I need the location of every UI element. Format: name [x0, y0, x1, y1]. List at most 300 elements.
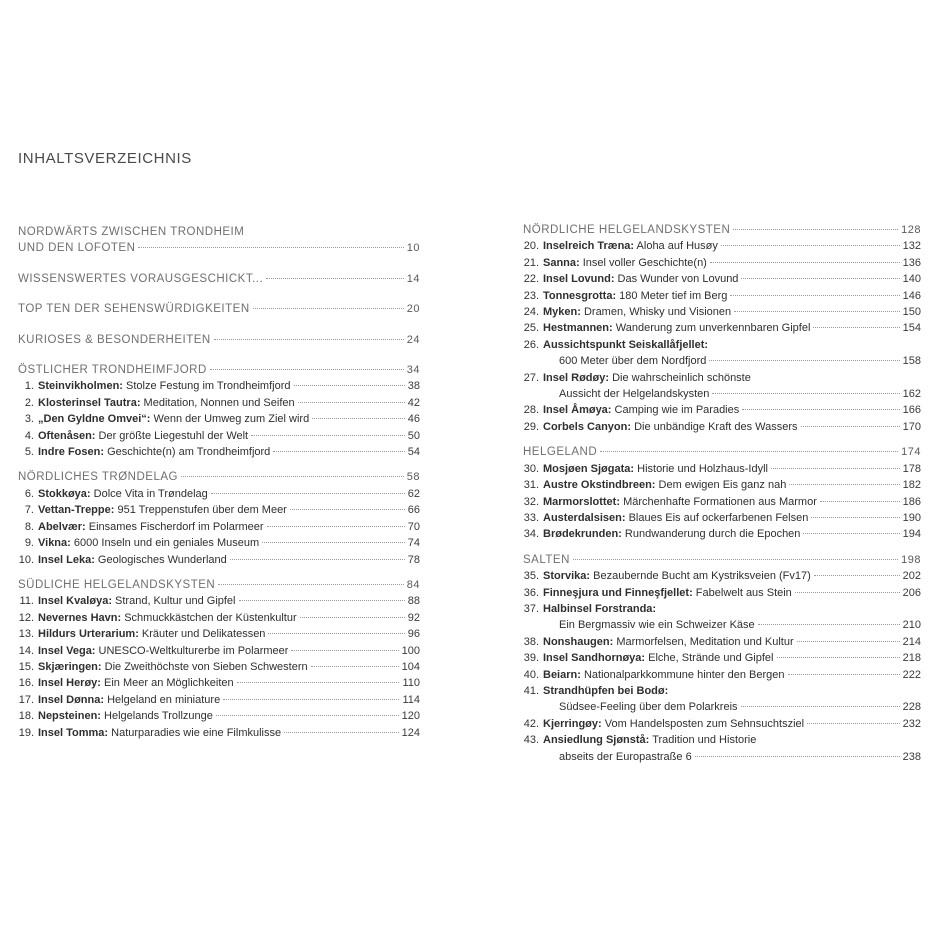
section-heading-text: NÖRDLICHE HELGELANDSKYSTEN	[523, 224, 731, 236]
toc-entry[interactable]	[523, 650, 921, 666]
entry-title	[38, 378, 291, 394]
entry-title	[38, 610, 297, 626]
entry-description: Geologisches Wunderland	[94, 553, 227, 566]
section-heading-text: HELGELAND	[523, 446, 598, 459]
section-heading[interactable]	[523, 222, 921, 238]
dot-leader	[797, 641, 900, 642]
entry-number: 37.	[523, 602, 539, 615]
section-heading-text: TOP TEN DER SEHENSWÜRDIGKEITEN	[18, 303, 250, 316]
page-number: 92	[407, 611, 420, 624]
page-number: 84	[406, 578, 420, 591]
entry-title	[543, 650, 774, 666]
toc-section	[18, 362, 420, 460]
entry-number: 15.	[18, 660, 34, 673]
section-heading-text: ÖSTLICHER TRONDHEIMFJORD	[18, 364, 207, 377]
entry-place: Nepsteinen:	[38, 710, 101, 723]
entry-description-continued: Ein Bergmassiv wie ein Schweizer Käse	[559, 619, 755, 632]
entry-number: 18.	[18, 710, 34, 723]
entry-line-continued	[523, 699, 921, 715]
entry-title	[543, 494, 817, 510]
page-number: 96	[407, 628, 420, 641]
page-number: 104	[401, 660, 420, 673]
page-number: 154	[902, 322, 921, 335]
entry-place: „Den Gyldne Omvei“:	[38, 413, 151, 426]
section-heading-text: KURIOSES & BESONDERHEITEN	[18, 333, 211, 346]
dot-leader	[211, 493, 405, 494]
entry-title	[38, 708, 213, 724]
toc-entry[interactable]	[18, 552, 420, 568]
dot-leader	[291, 650, 398, 651]
entry-number: 21.	[523, 256, 539, 269]
page-number: 46	[407, 413, 420, 426]
dot-leader	[214, 339, 404, 340]
page-number: 128	[901, 224, 921, 236]
page-number: 42	[407, 396, 420, 409]
entry-number: 8.	[24, 520, 34, 533]
dot-leader	[181, 476, 404, 477]
entry-place: Hestmannen:	[543, 322, 613, 335]
entry-description: Dramen, Whisky und Visionen	[580, 306, 732, 319]
dot-leader	[741, 706, 900, 707]
entry-line	[523, 304, 921, 320]
toc-column-left	[18, 224, 420, 750]
page-number: 24	[406, 333, 420, 346]
entry-number: 26.	[523, 338, 539, 351]
toc-entry[interactable]	[18, 486, 420, 502]
entry-number: 1.	[24, 380, 34, 393]
entry-place: Nevernes Havn:	[38, 611, 122, 624]
toc-entry[interactable]	[523, 255, 921, 271]
entry-number: 17.	[18, 693, 34, 706]
dot-leader	[138, 247, 403, 248]
section-heading[interactable]	[18, 240, 420, 256]
entry-place: Insel Dønna:	[38, 693, 105, 706]
entry-title	[38, 552, 227, 568]
entry-description: Rundwanderung durch die Epochen	[621, 528, 801, 541]
entry-number: 35.	[523, 570, 539, 583]
dot-leader	[298, 402, 405, 403]
entry-description-continued: Aussicht der Helgelandskysten	[559, 388, 710, 401]
dot-leader	[788, 674, 900, 675]
entry-title	[38, 626, 265, 642]
entry-line	[523, 461, 921, 477]
entry-line	[18, 552, 420, 568]
entry-number: 39.	[523, 652, 539, 665]
toc-entry[interactable]	[523, 271, 921, 287]
entry-description: Wanderung zum unverkennbaren Gipfel	[612, 322, 811, 335]
toc-entry[interactable]	[523, 667, 921, 683]
section-heading[interactable]	[18, 271, 420, 287]
dot-leader	[262, 542, 405, 543]
dot-leader	[758, 624, 900, 625]
entry-title	[38, 535, 259, 551]
toc-entry[interactable]	[523, 461, 921, 477]
page-number: 170	[902, 420, 921, 433]
toc-entry[interactable]	[18, 692, 420, 708]
section-heading-text: NÖRDLICHES TRØNDELAG	[18, 471, 178, 484]
entry-number: 14.	[18, 644, 34, 657]
section-heading[interactable]	[523, 552, 921, 568]
entry-line	[18, 708, 420, 724]
entry-title	[38, 519, 264, 535]
entry-line-continued	[523, 617, 921, 633]
dot-leader	[741, 278, 899, 279]
toc-section	[18, 577, 420, 741]
entry-place: Marmorslottet:	[543, 495, 621, 508]
entry-title	[38, 675, 234, 691]
entry-number: 20.	[523, 240, 539, 253]
toc-entry[interactable]	[523, 402, 921, 418]
page-number: 74	[407, 537, 420, 550]
section-heading[interactable]	[523, 444, 921, 460]
entry-description: Die Zweithöchste von Sieben Schwestern	[101, 660, 308, 673]
dot-leader	[777, 657, 900, 658]
page-number: 166	[902, 404, 921, 417]
entry-description: 951 Treppenstufen über dem Meer	[114, 504, 287, 517]
entry-line	[18, 395, 420, 411]
toc-entry[interactable]	[18, 428, 420, 444]
dot-leader	[733, 229, 898, 230]
entry-description: Fabelwelt aus Stein	[692, 586, 792, 599]
entry-place: Kjerringøy:	[543, 717, 602, 730]
entry-number: 12.	[18, 611, 34, 624]
entry-line	[18, 428, 420, 444]
entry-place: Insel Sandhornøya:	[543, 652, 646, 665]
section-heading[interactable]	[18, 362, 420, 378]
page-number: 146	[902, 289, 921, 302]
toc-entry[interactable]	[523, 601, 921, 634]
toc-entry[interactable]	[18, 659, 420, 675]
entry-number: 16.	[18, 677, 34, 690]
toc-section	[523, 444, 921, 542]
entry-description: Dem ewigen Eis ganz nah	[655, 479, 787, 492]
toc-entry[interactable]	[523, 683, 921, 716]
entry-place: Inselreich Træna:	[543, 240, 635, 253]
toc-entry[interactable]	[18, 725, 420, 741]
entry-number: 31.	[523, 479, 539, 492]
entry-description: Nationalparkkommune hinter den Bergen	[580, 668, 785, 681]
entry-title	[543, 337, 708, 353]
entry-line-continued	[523, 749, 921, 765]
toc-entry[interactable]	[18, 519, 420, 535]
entry-description: Geschichte(n) am Trondheimfjord	[104, 446, 271, 459]
entry-line	[523, 288, 921, 304]
toc-entry[interactable]	[523, 337, 921, 370]
toc-entry[interactable]	[18, 626, 420, 642]
page-number: 218	[902, 652, 921, 665]
entry-line	[523, 238, 921, 254]
entry-place: Sanna:	[543, 256, 580, 269]
entry-description: Wenn der Umweg zum Ziel wird	[150, 413, 310, 426]
entry-number: 2.	[24, 396, 34, 409]
dot-leader	[230, 559, 405, 560]
entry-place: Tonnesgrotta:	[543, 289, 617, 302]
page-number: 206	[902, 586, 921, 599]
entry-number: 33.	[523, 511, 539, 524]
entry-line	[523, 667, 921, 683]
entry-line	[18, 502, 420, 518]
page-number: 132	[902, 240, 921, 253]
entry-description: Bezaubernde Bucht am Kystriksveien (Fv17)	[590, 570, 811, 583]
section-heading-text: UND DEN LOFOTEN	[18, 242, 136, 255]
entry-number: 7.	[24, 504, 34, 517]
toc-entry[interactable]	[18, 395, 420, 411]
page-number: 182	[902, 479, 921, 492]
dot-leader	[814, 575, 900, 576]
toc-entry[interactable]	[523, 585, 921, 601]
dot-leader	[266, 278, 404, 279]
page-number: 222	[902, 668, 921, 681]
toc-entry[interactable]	[523, 716, 921, 732]
entry-title	[543, 255, 707, 271]
entry-line	[18, 643, 420, 659]
entry-line	[18, 659, 420, 675]
entry-title	[543, 732, 756, 748]
dot-leader	[218, 584, 404, 585]
entry-title	[543, 526, 800, 542]
entry-number: 41.	[523, 684, 539, 697]
toc-entry[interactable]	[18, 610, 420, 626]
toc-entry[interactable]	[18, 675, 420, 691]
toc-entry[interactable]	[523, 568, 921, 584]
entry-description: 6000 Inseln und ein geniales Museum	[70, 537, 260, 550]
page-number: 202	[902, 570, 921, 583]
entry-description: Elche, Strände und Gipfel	[645, 652, 774, 665]
toc-entry[interactable]	[18, 643, 420, 659]
entry-line	[523, 732, 921, 748]
entry-description: Der größte Liegestuhl der Welt	[95, 429, 249, 442]
page-number: 140	[902, 273, 921, 286]
page-number: 124	[401, 726, 420, 739]
page-number: 150	[902, 306, 921, 319]
page-number: 34	[406, 364, 420, 377]
entry-description: Die wahrscheinlich schönste	[609, 371, 751, 384]
page-number: 88	[407, 595, 420, 608]
toc-entry[interactable]	[523, 634, 921, 650]
entry-line	[18, 610, 420, 626]
toc-entry[interactable]	[523, 419, 921, 435]
dot-leader	[771, 468, 900, 469]
dot-leader	[210, 369, 404, 370]
toc-entry[interactable]	[523, 320, 921, 336]
page-number: 70	[407, 520, 420, 533]
entry-description-continued: 600 Meter über dem Nordfjord	[559, 355, 707, 368]
entry-number: 32.	[523, 495, 539, 508]
page-number: 186	[902, 495, 921, 508]
entry-number: 22.	[523, 273, 539, 286]
section-heading-text: NORDWÄRTS ZWISCHEN TRONDHEIM	[18, 226, 245, 238]
dot-leader	[284, 732, 399, 733]
entry-title	[543, 304, 731, 320]
entry-title	[38, 593, 236, 609]
section-heading[interactable]	[18, 224, 420, 240]
entry-line	[18, 675, 420, 691]
page-number: 120	[401, 710, 420, 723]
entry-description: Aloha auf Husøy	[634, 240, 718, 253]
entry-title	[543, 271, 738, 287]
entry-title	[38, 502, 287, 518]
entry-title	[38, 692, 220, 708]
entry-number: 11.	[19, 595, 34, 608]
toc-entry[interactable]	[18, 444, 420, 460]
toc-entry[interactable]	[523, 494, 921, 510]
entry-number: 13.	[18, 628, 34, 641]
entry-description: Das Wunder von Lovund	[614, 273, 739, 286]
toc-entry[interactable]	[18, 708, 420, 724]
entry-number: 6.	[24, 487, 34, 500]
entry-place: Stokkøya:	[38, 487, 91, 500]
page-number: 210	[902, 619, 921, 632]
toc-entry[interactable]	[523, 477, 921, 493]
entry-number: 25.	[523, 322, 539, 335]
entry-place: Storvika:	[543, 570, 591, 583]
entry-line	[18, 378, 420, 394]
entry-description: Blaues Eis auf ockerfarbenen Felsen	[625, 511, 809, 524]
entry-line	[18, 411, 420, 427]
entry-number: 42.	[523, 717, 539, 730]
entry-title	[543, 667, 785, 683]
entry-place: Strandhüpfen bei Bodø:	[543, 684, 669, 697]
entry-line	[18, 593, 420, 609]
entry-title	[543, 461, 768, 477]
entry-place: Nonshaugen:	[543, 635, 614, 648]
page-number: 198	[901, 553, 921, 566]
toc-entry[interactable]	[18, 378, 420, 394]
entry-title	[38, 643, 288, 659]
toc-entry[interactable]	[18, 535, 420, 551]
toc-entry[interactable]	[523, 370, 921, 403]
toc-entry[interactable]	[18, 593, 420, 609]
section-heading[interactable]	[18, 332, 420, 348]
toc-entry[interactable]	[523, 304, 921, 320]
dot-leader	[600, 451, 898, 452]
entry-place: Beiarn:	[543, 668, 581, 681]
page-number: 228	[902, 701, 921, 714]
dot-leader	[273, 451, 404, 452]
page-number: 54	[407, 446, 420, 459]
entry-line	[18, 725, 420, 741]
entry-line	[523, 526, 921, 542]
section-heading[interactable]	[18, 469, 420, 485]
dot-leader	[813, 327, 899, 328]
section-heading-text: SALTEN	[523, 553, 570, 566]
entry-title	[38, 725, 281, 741]
dot-leader	[801, 426, 900, 427]
entry-title	[38, 395, 295, 411]
toc-section	[18, 271, 420, 287]
entry-description: Ein Meer an Möglichkeiten	[100, 677, 234, 690]
entry-title	[38, 486, 208, 502]
dot-leader	[311, 666, 399, 667]
page-number: 78	[407, 553, 420, 566]
dot-leader	[695, 756, 900, 757]
entry-place: Klosterinsel Tautra:	[38, 396, 141, 409]
dot-leader	[712, 393, 899, 394]
entry-place: Ansiedlung Sjønstå:	[543, 734, 650, 747]
entry-line	[523, 477, 921, 493]
entry-number: 10.	[18, 553, 34, 566]
dot-leader	[267, 526, 405, 527]
toc-entry[interactable]	[523, 288, 921, 304]
entry-place: Brødekrunden:	[543, 528, 622, 541]
dot-leader	[730, 295, 899, 296]
toc-entry[interactable]	[523, 510, 921, 526]
entry-description: Einsames Fischerdorf im Polarmeer	[85, 520, 264, 533]
entry-description: Kräuter und Delikatessen	[138, 628, 266, 641]
dot-leader	[811, 517, 899, 518]
entry-line	[18, 444, 420, 460]
entry-number: 23.	[523, 289, 539, 302]
entry-place: Insel Herøy:	[38, 677, 101, 690]
entry-line	[523, 402, 921, 418]
page-number: 58	[406, 471, 420, 484]
entry-title	[543, 477, 786, 493]
dot-leader	[216, 715, 399, 716]
toc-entry[interactable]	[523, 526, 921, 542]
entry-number: 29.	[523, 420, 539, 433]
toc-section	[18, 469, 420, 567]
entry-line	[18, 626, 420, 642]
entry-title	[543, 634, 794, 650]
entry-title	[38, 659, 308, 675]
dot-leader	[789, 484, 899, 485]
entry-place: Insel Tomma:	[38, 726, 109, 739]
dot-leader	[820, 501, 900, 502]
entry-title	[543, 716, 804, 732]
entry-number: 19.	[18, 726, 34, 739]
page-number: 62	[407, 487, 420, 500]
dot-leader	[807, 723, 900, 724]
section-heading[interactable]	[18, 577, 420, 593]
section-heading[interactable]	[18, 301, 420, 317]
entry-number: 27.	[523, 371, 539, 384]
entry-place: Myken:	[543, 306, 581, 319]
toc-entry[interactable]	[523, 238, 921, 254]
toc-entry[interactable]	[523, 732, 921, 765]
entry-number: 28.	[523, 404, 539, 417]
dot-leader	[710, 262, 900, 263]
toc-entry[interactable]	[18, 502, 420, 518]
page-number: 66	[407, 504, 420, 517]
entry-title	[543, 683, 668, 699]
entry-description: Strand, Kultur und Gipfel	[111, 595, 236, 608]
entry-description-continued: abseits der Europastraße 6	[559, 750, 692, 763]
entry-title	[543, 585, 792, 601]
toc-entry[interactable]	[18, 411, 420, 427]
entry-description: Naturparadies wie eine Filmkulisse	[108, 726, 282, 739]
entry-place: Insel Kvaløya:	[38, 595, 112, 608]
section-heading-text: WISSENSWERTES VORAUSGESCHICKT...	[18, 272, 264, 285]
dot-leader	[223, 699, 399, 700]
entry-place: Hildurs Urterarium:	[38, 628, 139, 641]
entry-line-continued	[523, 353, 921, 369]
toc-column-right	[523, 222, 921, 774]
entry-description: Meditation, Nonnen und Seifen	[140, 396, 295, 409]
page-number: 136	[902, 256, 921, 269]
page-number: 232	[902, 717, 921, 730]
entry-line	[523, 337, 921, 353]
page-number: 114	[402, 693, 420, 706]
page-number: 14	[406, 272, 420, 285]
entry-line	[523, 683, 921, 699]
entry-line	[523, 271, 921, 287]
entry-line	[18, 519, 420, 535]
toc-section	[18, 224, 420, 257]
page-number: 194	[902, 528, 921, 541]
page-number: 174	[901, 446, 921, 459]
entry-description: Märchenhafte Formationen aus Marmor	[620, 495, 817, 508]
entry-place: Mosjøen Sjøgata:	[543, 462, 635, 475]
